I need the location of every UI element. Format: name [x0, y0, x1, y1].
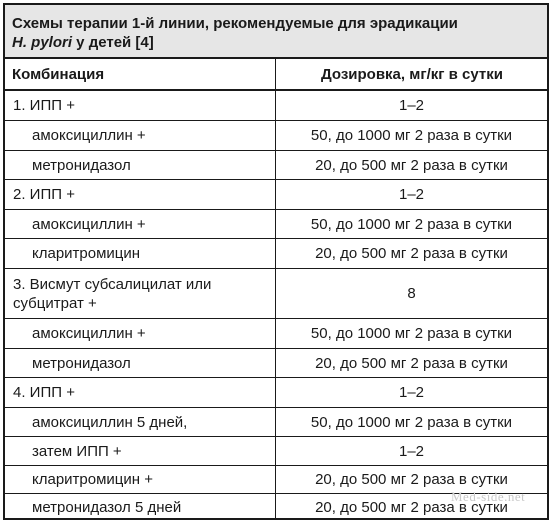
combination-cell: метронидазол — [32, 156, 131, 174]
header-dosage: Дозировка, мг/кг в сутки — [320, 66, 503, 83]
therapy-table — [3, 3, 549, 520]
combination-cell: метронидазол 5 дней — [32, 498, 182, 516]
table-row — [5, 239, 547, 269]
dose-cell: 50, до 1000 мг 2 раза в сутки — [310, 215, 513, 233]
dose-cell: 8 — [407, 285, 416, 302]
combination-cell: кларитромицин + — [32, 471, 153, 488]
dose-cell: 20, до 500 мг 2 раза в сутки — [315, 498, 508, 516]
table-row — [5, 378, 547, 408]
header-combination: Комбинация — [12, 66, 105, 83]
dose-cell: 1–2 — [398, 384, 425, 401]
dose-cell: 50, до 1000 мг 2 раза в сутки — [310, 127, 513, 144]
combination-line1: 3. Висмут субсалицилат или — [13, 275, 212, 293]
table-row — [5, 121, 547, 151]
combination-cell: амоксициллин + — [32, 325, 146, 342]
table-row — [5, 210, 547, 239]
dose-cell: 50, до 1000 мг 2 раза в сутки — [310, 325, 513, 342]
dose-cell: 1–2 — [398, 186, 425, 203]
combination-cell: метронидазол — [32, 354, 131, 372]
combination-cell: 4. ИПП + — [13, 384, 75, 401]
table-row — [5, 151, 547, 180]
table-row — [5, 269, 547, 319]
dose-cell: 20, до 500 мг 2 раза в сутки — [315, 354, 508, 372]
watermark: Med-side.net — [451, 489, 526, 504]
title-italic: H. pylori — [12, 34, 73, 51]
dose-cell: 20, до 500 мг 2 раза в сутки — [315, 245, 508, 262]
combination-cell: кларитромицин — [32, 245, 141, 262]
title-line1: Схемы терапии 1-й линии, рекомендуемые для эрадикации — [12, 15, 458, 32]
dose-cell: 20, до 500 мг 2 раза в сутки — [315, 471, 508, 488]
table-row — [5, 408, 547, 437]
table-header — [5, 59, 547, 91]
combination-cell: амоксициллин + — [32, 127, 146, 144]
combination-line2: субцитрат + — [13, 294, 97, 312]
column-divider — [275, 59, 276, 520]
combination-cell: амоксициллин 5 дней, — [32, 413, 188, 431]
combination-cell: затем ИПП + — [32, 442, 122, 460]
combination-cell: 2. ИПП + — [13, 186, 75, 203]
table-title — [5, 5, 547, 59]
dose-cell: 1–2 — [398, 442, 425, 460]
table-row — [5, 319, 547, 349]
combination-cell — [13, 269, 211, 318]
table-row — [5, 437, 547, 466]
dose-cell: 1–2 — [398, 97, 425, 114]
table-row — [5, 180, 547, 210]
table-row — [5, 349, 547, 378]
combination-cell: амоксициллин + — [32, 215, 146, 233]
dose-cell: 50, до 1000 мг 2 раза в сутки — [310, 413, 513, 431]
dose-cell: 20, до 500 мг 2 раза в сутки — [315, 156, 508, 174]
combination-cell: 1. ИПП + — [13, 97, 75, 114]
table-row — [5, 91, 547, 121]
title-rest: у детей [4] — [72, 34, 154, 51]
